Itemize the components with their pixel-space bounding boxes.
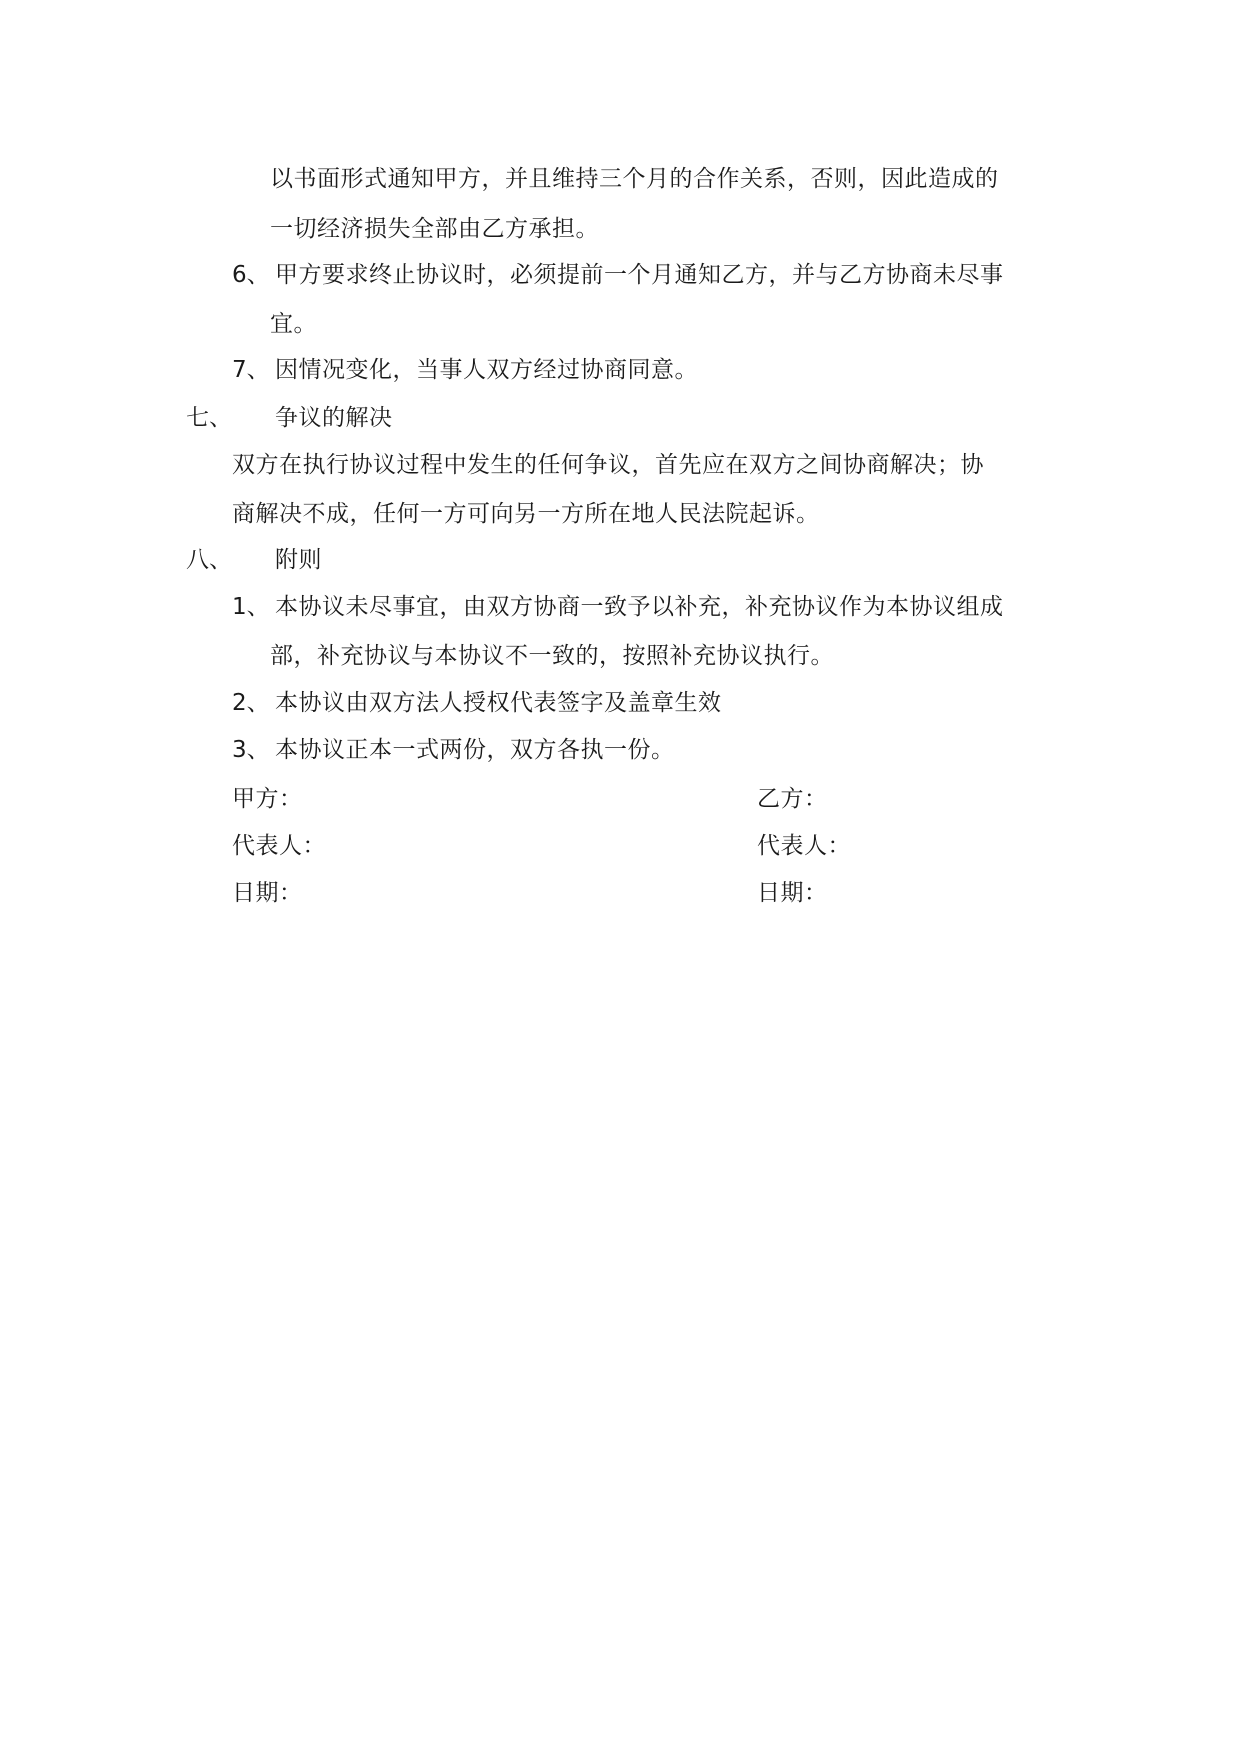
section-8-number: 八、	[186, 547, 232, 573]
section-7-number: 七、	[186, 405, 232, 431]
party-a-label: 甲方：	[232, 786, 303, 812]
clause-continuation-line-2: 一切经济损失全部由乙方承担。	[270, 216, 599, 242]
party-b-label: 乙方：	[757, 786, 828, 812]
section-7-title: 争议的解决	[275, 405, 393, 431]
item-6-number: 6、	[232, 262, 270, 288]
party-a-representative-label: 代表人：	[232, 833, 326, 859]
section-8-item-2-number: 2、	[232, 690, 270, 716]
clause-continuation-line-1: 以书面形式通知甲方，并且维持三个月的合作关系，否则，因此造成的	[270, 166, 999, 192]
section-8-item-1-number: 1、	[232, 594, 270, 620]
party-a-date-label: 日期：	[232, 880, 303, 906]
section-8-item-3-line-1: 本协议正本一式两份，双方各执一份。	[275, 737, 675, 763]
item-6-line-2: 宜。	[270, 311, 317, 337]
section-7-body-line-2: 商解决不成，任何一方可向另一方所在地人民法院起诉。	[232, 501, 820, 527]
item-6-line-1: 甲方要求终止协议时，必须提前一个月通知乙方，并与乙方协商未尽事	[275, 262, 1004, 288]
section-8-item-1-line-1: 本协议未尽事宜，由双方协商一致予以补充，补充协议作为本协议组成	[275, 594, 1004, 620]
section-8-item-3-number: 3、	[232, 737, 270, 763]
party-b-date-label: 日期：	[757, 880, 828, 906]
section-7-body-line-1: 双方在执行协议过程中发生的任何争议，首先应在双方之间协商解决；协	[232, 452, 984, 478]
item-7-number: 7、	[232, 357, 270, 383]
item-7-line-1: 因情况变化，当事人双方经过协商同意。	[275, 357, 698, 383]
section-8-item-2-line-1: 本协议由双方法人授权代表签字及盖章生效	[275, 690, 722, 716]
section-8-item-1-line-2: 部，补充协议与本协议不一致的，按照补充协议执行。	[270, 643, 834, 669]
party-b-representative-label: 代表人：	[757, 833, 851, 859]
section-8-title: 附则	[275, 547, 322, 573]
